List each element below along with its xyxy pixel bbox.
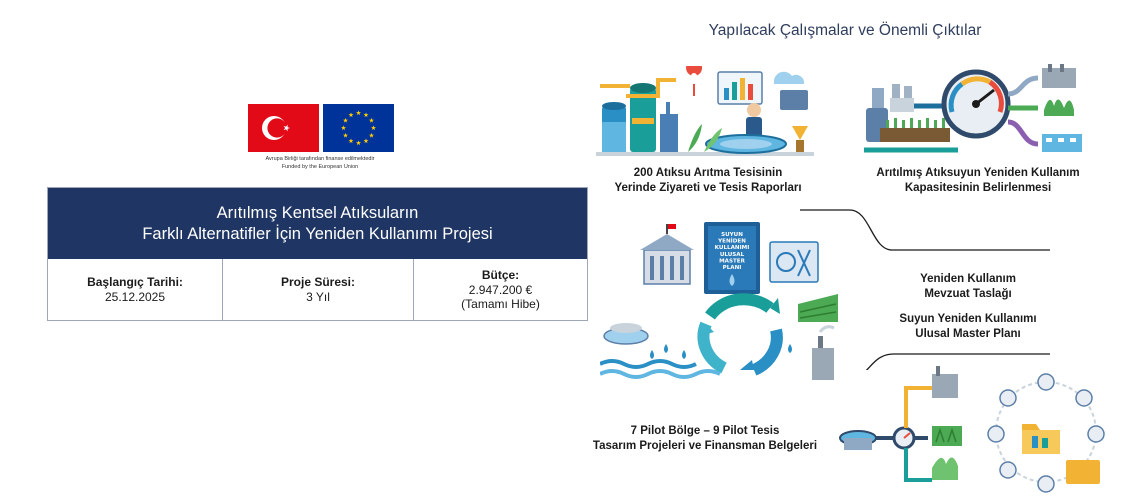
book-text-line: KULLANIMI [714,245,750,252]
duration-label: Proje Süresi: [280,275,356,289]
output-master-plan-line1: Suyun Yeniden Kullanımı [899,313,1037,325]
output-regulation-draft-line2: Mevzuat Taslağı [924,288,1012,300]
output-plant-visits [598,166,818,196]
treatment-plant-icon [596,66,814,158]
funding-note-en: Funded by the European Union [281,163,359,170]
funding-note [240,156,400,171]
book-text-line: SUYUN [721,232,743,238]
start-date-label: Başlangıç Tarihi: [87,275,183,289]
output-pilot-sites-line2: Tasarım Projeleri ve Finansman Belgeleri [592,440,818,452]
funding-flags [248,104,396,152]
budget-value: 2.947.200 € [468,283,533,297]
book-text-line: YENİDEN [718,238,746,245]
output-regulation-draft-line1: Yeniden Kullanım [920,273,1016,285]
output-reuse-capacity-line2: Kapasitesinin Belirlenmesi [904,182,1052,194]
project-title-line2: Farklı Alternatifler İçin Yeniden Kullanımı Projesi [142,224,493,243]
project-title [48,188,587,259]
budget-label: Bütçe: [481,268,520,282]
book-text-line: ULUSAL [719,251,745,258]
start-date-value: 25.12.2025 [104,290,166,304]
output-master-plan [878,312,1058,342]
budget-note: (Tamamı Hibe) [461,297,540,311]
output-master-plan-line2: Ulusal Master Planı [915,328,1021,340]
output-pilot-sites [592,424,818,454]
project-details [48,259,587,320]
eu-flag-icon [323,104,394,152]
duration-value: 3 Yıl [306,290,330,304]
output-plant-visits-line2: Yerinde Ziyareti ve Tesis Raporları [614,182,802,194]
duration-cell [223,259,414,320]
output-pilot-sites-line1: 7 Pilot Bölge – 9 Pilot Tesis [630,425,780,437]
book-text-line: PLANI [722,265,742,271]
output-plant-visits-line1: 200 Atıksu Arıtma Tesisinin [633,167,783,179]
project-title-line1: Arıtılmış Kentsel Atıksuların [216,203,419,222]
turkey-flag-icon [248,104,319,152]
output-reuse-capacity [868,166,1088,196]
capacity-gauge-icon [862,64,1088,160]
start-date-cell [48,259,223,320]
outputs-heading: Yapılacak Çalışmalar ve Önemli Çıktılar [708,22,982,39]
project-card [47,187,588,321]
book-text-line: MASTER [719,258,745,265]
budget-cell [414,259,587,320]
funding-note-tr: Avrupa Birliği tarafından finanse edilmektedir [265,156,375,162]
pilot-network-icon [836,364,1112,500]
output-reuse-capacity-line1: Arıtılmış Atıksuyun Yeniden Kullanım [876,167,1080,179]
output-regulation-draft [878,272,1058,302]
